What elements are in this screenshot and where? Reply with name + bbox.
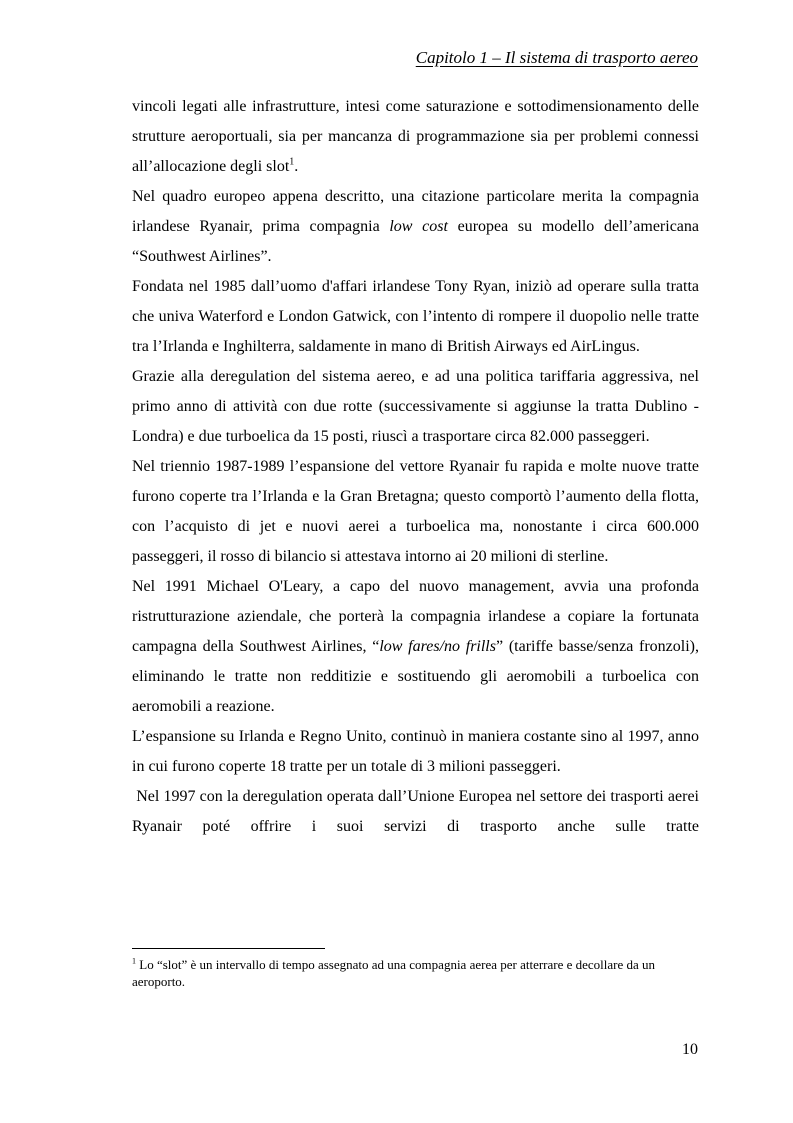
paragraph-text: vincoli legati alle infrastrutture, intesi come saturazione e sottodimensionamento delle strutture aeroportuali, sia per mancanza di programmazione sia per problemi connessi all’allocazione degli slot xyxy=(132,98,699,175)
paragraph-oleary xyxy=(132,572,699,722)
footnote-divider xyxy=(132,948,325,949)
paragraph-text: ” (tariffe basse/senza fronzoli), eliminando le tratte non redditizie e sostituendo gli aeromobili a turboelica con aeromobili a reazione. xyxy=(132,638,700,715)
footnote-number: 1 xyxy=(132,956,136,966)
paragraph-deregulation: Grazie alla deregulation del sistema aereo, e ad una politica tariffaria aggressiva, nel primo anno di attività con due rotte (successivamente si aggiunse la tratta Dublino - Londra) e due turboelica da 15 posti, riuscì a trasportare circa 82.000 passeggeri. xyxy=(132,368,699,445)
footnote-text: Lo “slot” è un intervallo di tempo assegnato ad una compagnia aerea per atterrare e decollare da un aeroporto. xyxy=(132,957,656,989)
chapter-header: Capitolo 1 – Il sistema di trasporto aereo xyxy=(415,48,698,67)
body-text xyxy=(132,92,699,842)
footnote xyxy=(132,956,699,990)
paragraph-text: europea su modello dell’americana “Southwest Airlines”. xyxy=(132,218,700,265)
paragraph-founding: Fondata nel 1985 dall’uomo d'affari irlandese Tony Ryan, iniziò ad operare sulla tratta che univa Waterford e London Gatwick, con l’intento di rompere il duopolio nelle tratte tra l’Irlanda e Inghilterra, saldamente in mano di British Airways ed AirLingus. xyxy=(132,278,699,355)
paragraph-eu-deregulation: Nel 1997 con la deregulation operata dall’Unione Europea nel settore dei trasporti aerei Ryanair poté offrire i suoi servizi di trasporto anche sulle tratte xyxy=(132,788,700,835)
paragraph-ryanair-intro xyxy=(132,182,699,272)
italic-term: low cost xyxy=(389,218,448,235)
paragraph-end: . xyxy=(294,158,299,175)
paragraph-expansion-1987: Nel triennio 1987-1989 l’espansione del vettore Ryanair fu rapida e molte nuove tratte furono coperte tra l’Irlanda e la Gran Bretagna; questo comportò l’aumento della flotta, con l’acquisto di jet e nuovi aerei a turboelica ma, nonostante i circa 600.000 passeggeri, il rosso di bilancio si attestava intorno ai 20 milioni di sterline. xyxy=(132,458,699,565)
page-number: 10 xyxy=(682,1041,698,1058)
paragraph-infrastructure xyxy=(132,92,699,182)
paragraph-text: Nel quadro europeo appena descritto, una citazione particolare merita la compagnia irlandese Ryanair, prima compagnia xyxy=(132,188,699,235)
footnote-ref: 1 xyxy=(289,156,295,168)
italic-term: low fares/no frills xyxy=(379,638,496,655)
paragraph-expansion-1997: L’espansione su Irlanda e Regno Unito, continuò in maniera costante sino al 1997, anno in cui furono coperte 18 tratte per un totale di 3 milioni passeggeri. xyxy=(132,728,699,775)
paragraph-text: Nel 1991 Michael O'Leary, a capo del nuovo management, avvia una profonda ristrutturazione aziendale, che porterà la compagnia irlandese a copiare la fortunata campagna della Southwest Airlines, “ xyxy=(132,578,699,655)
